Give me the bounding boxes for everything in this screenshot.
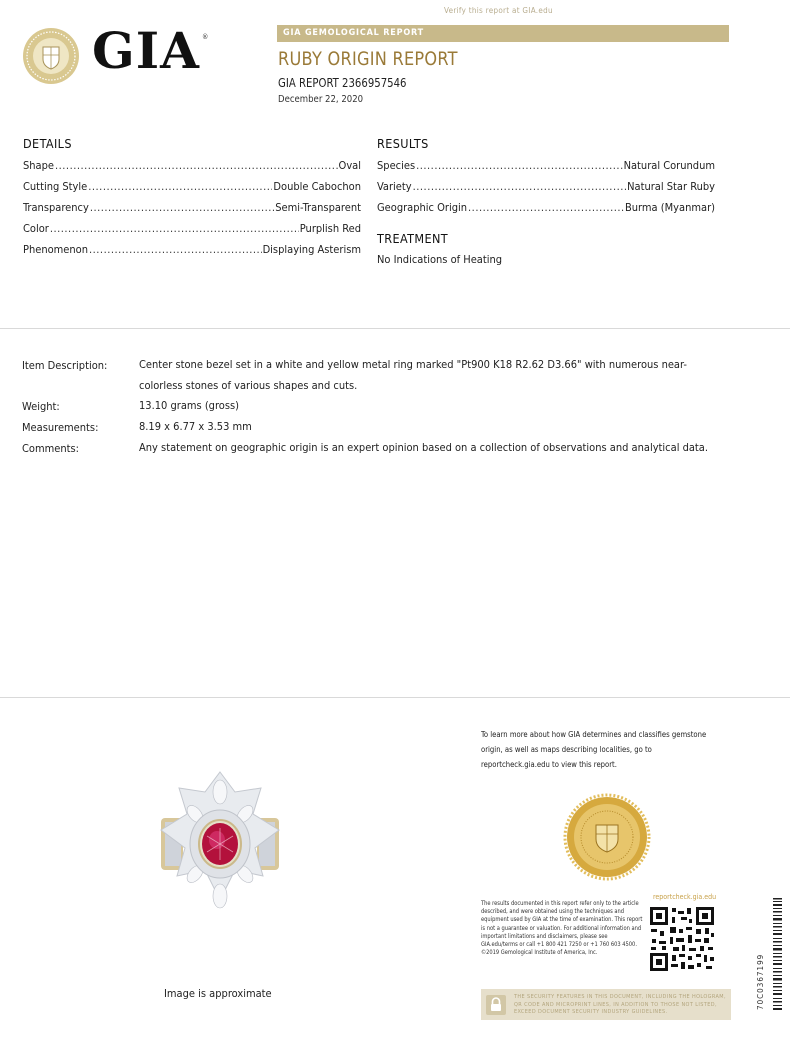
comments-label: Comments: — [22, 442, 79, 455]
registered-mark: ® — [202, 33, 209, 41]
image-caption: Image is approximate — [164, 987, 272, 1000]
item-description-label: Item Description: — [22, 359, 108, 372]
barcode-icon — [773, 898, 782, 1010]
results-value: Burma (Myanmar) — [624, 201, 715, 214]
measurements-value: 8.19 x 6.77 x 3.53 mm — [139, 420, 252, 433]
results-key: Species — [377, 159, 416, 172]
results-key: Variety — [377, 180, 412, 193]
ring-image — [155, 770, 285, 918]
details-heading: DETAILS — [23, 136, 72, 151]
details-row-cutting-style — [23, 180, 361, 193]
details-row-shape — [23, 159, 361, 172]
details-row-phenomenon — [23, 243, 361, 256]
results-row-geographic-origin — [377, 201, 715, 214]
divider — [0, 328, 790, 329]
weight-value: 13.10 grams (gross) — [139, 399, 240, 412]
details-value: Purplish Red — [299, 222, 361, 235]
details-value: Displaying Asterism — [262, 243, 361, 256]
details-value: Semi-Transparent — [275, 201, 361, 214]
gia-logo: GIA — [92, 21, 200, 80]
reportcheck-label: reportcheck.gia.edu — [653, 893, 717, 901]
details-key: Cutting Style — [23, 180, 88, 193]
report-number: GIA REPORT 2366957546 — [278, 75, 407, 90]
details-row-color — [23, 222, 361, 235]
results-heading: RESULTS — [377, 136, 429, 151]
results-value: Natural Corundum — [623, 159, 715, 172]
details-key: Color — [23, 222, 49, 235]
verify-url-text: Verify this report at GIA.edu — [444, 6, 553, 15]
details-key: Phenomenon — [23, 243, 88, 256]
results-key: Geographic Origin — [377, 201, 468, 214]
report-title: RUBY ORIGIN REPORT — [278, 48, 458, 70]
item-description-value: Center stone bezel set in a white and yellow metal ring marked "Pt900 K18 R2.62 D3.66" with numerous near-colorless stones of various shapes and cuts. — [139, 358, 687, 392]
results-row-species — [377, 159, 715, 172]
details-row-transparency — [23, 201, 361, 214]
results-row-variety — [377, 180, 715, 193]
report-date: December 22, 2020 — [278, 94, 364, 105]
divider — [0, 697, 790, 698]
treatment-heading: TREATMENT — [377, 231, 449, 246]
details-key: Transparency — [23, 201, 89, 214]
report-bar-label: GIA GEMOLOGICAL REPORT — [283, 28, 424, 38]
lock-icon — [486, 995, 506, 1015]
security-text: THE SECURITY FEATURES IN THIS DOCUMENT, INCLUDING THE HOLOGRAM, QR CODE AND MICROPRINT LINES, IN ADDITION TO THOSE NOT LISTED, EXCEED DOCUMENT SECURITY INDUSTRY GUIDELINES. — [514, 994, 726, 1015]
comments-value: Any statement on geographic origin is an expert opinion based on a collection of observations and analytical data. — [139, 441, 709, 454]
details-value: Oval — [338, 159, 361, 172]
details-key: Shape — [23, 159, 54, 172]
weight-label: Weight: — [22, 400, 60, 413]
side-serial-number: 70C0367199 — [756, 953, 765, 1010]
treatment-value: No Indications of Heating — [377, 253, 503, 266]
results-value: Natural Star Ruby — [627, 180, 715, 193]
fine-print: The results documented in this report refer only to the article described, and were obtained using the techniques and equipment used by GIA at the time of examination. This report is not a guarantee or valuation. For additional information and important limitations and disclaimers, please see GIA.edu/terms or call +1 800 421 7250 or +1 760 603 4500. ©2019 Gemological Institute of America, Inc. — [481, 900, 643, 957]
gia-seal-icon — [22, 27, 80, 85]
measurements-label: Measurements: — [22, 421, 99, 434]
gold-seal-icon — [563, 793, 651, 881]
info-text: To learn more about how GIA determines and classifies gemstone origin, as well as maps describing localities, go to reportcheck.gia.edu to view this report. — [481, 729, 707, 769]
qr-code-icon — [648, 905, 716, 973]
details-value: Double Cabochon — [273, 180, 361, 193]
